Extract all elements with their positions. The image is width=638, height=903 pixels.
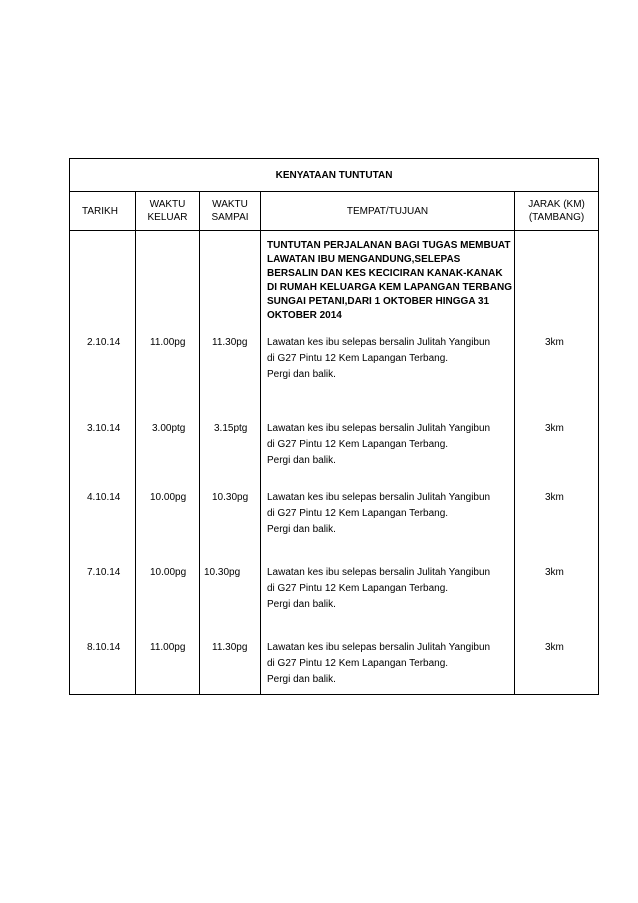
cell-jarak: 3km <box>545 337 564 348</box>
column-divider <box>199 230 200 694</box>
tujuan-line2: di G27 Pintu 12 Kem Lapangan Terbang. <box>267 508 449 519</box>
claim-intro: TUNTUTAN PERJALANAN BAGI TUGAS MEMBUAT LAWATAN IBU MENGANDUNG,SELEPAS BERSALIN DAN KES KECICIRAN KANAK-KANAK DI RUMAH KELUARGA KEM LAPANGAN TERBANG SUNGAI PETANI,DARI 1 OKTOBER HINGGA 31 OKTOBER 2014 <box>267 240 512 321</box>
header-jarak <box>515 192 599 231</box>
cell-waktu-keluar: 11.00pg <box>150 642 186 653</box>
header-waktu-sampai-line1: WAKTU <box>212 199 248 210</box>
claim-statement-sheet <box>69 158 598 694</box>
cell-tarikh: 4.10.14 <box>87 492 121 503</box>
cell-tarikh: 3.10.14 <box>87 423 121 434</box>
tujuan-line1: Lawatan kes ibu selepas bersalin Julitah Yangibun <box>267 492 491 503</box>
cell-waktu-keluar: 3.00ptg <box>152 423 186 434</box>
table-body <box>70 231 598 694</box>
cell-tempat-tujuan <box>267 640 517 688</box>
cell-tarikh: 8.10.14 <box>87 642 121 653</box>
tujuan-line1: Lawatan kes ibu selepas bersalin Julitah Yangibun <box>267 642 491 653</box>
tujuan-line1: Lawatan kes ibu selepas bersalin Julitah Yangibun <box>267 337 491 348</box>
claim-table <box>69 158 599 695</box>
tujuan-line3: Pergi dan balik. <box>267 674 336 685</box>
header-tarikh: TARIKH <box>70 192 136 231</box>
cell-tempat-tujuan <box>267 490 517 538</box>
header-waktu-sampai <box>200 192 261 231</box>
header-jarak-line2: (TAMBANG) <box>528 212 585 223</box>
cell-tarikh: 7.10.14 <box>87 567 121 578</box>
tujuan-line3: Pergi dan balik. <box>267 599 336 610</box>
cell-tempat-tujuan <box>267 335 517 383</box>
header-row <box>70 192 599 231</box>
tujuan-line3: Pergi dan balik. <box>267 455 336 466</box>
table-body-cell <box>70 231 599 695</box>
header-waktu-keluar <box>136 192 200 231</box>
tujuan-line2: di G27 Pintu 12 Kem Lapangan Terbang. <box>267 658 449 669</box>
table-title: KENYATAAN TUNTUTAN <box>70 159 599 192</box>
header-waktu-keluar-line1: WAKTU <box>149 199 186 210</box>
header-jarak-line1: JARAK (KM) <box>528 199 585 210</box>
cell-waktu-sampai: 3.15ptg <box>214 423 248 434</box>
cell-tempat-tujuan <box>267 565 517 613</box>
header-tempat-tujuan: TEMPAT/TUJUAN <box>261 192 515 231</box>
column-divider <box>260 230 261 694</box>
header-waktu-sampai-line2: SAMPAI <box>211 212 249 223</box>
cell-waktu-sampai: 10.30pg <box>212 492 249 503</box>
tujuan-line3: Pergi dan balik. <box>267 369 336 380</box>
cell-waktu-sampai: 11.30pg <box>212 642 248 653</box>
header-waktu-keluar-line2: KELUAR <box>147 212 188 223</box>
cell-jarak: 3km <box>545 567 564 578</box>
tujuan-line2: di G27 Pintu 12 Kem Lapangan Terbang. <box>267 353 449 364</box>
tujuan-line1: Lawatan kes ibu selepas bersalin Julitah Yangibun <box>267 423 491 434</box>
cell-waktu-sampai: 10.30pg <box>204 567 241 578</box>
cell-waktu-keluar: 10.00pg <box>150 492 187 503</box>
tujuan-line3: Pergi dan balik. <box>267 524 336 535</box>
cell-jarak: 3km <box>545 642 564 653</box>
tujuan-line2: di G27 Pintu 12 Kem Lapangan Terbang. <box>267 583 449 594</box>
body-row <box>70 231 599 695</box>
column-divider <box>135 230 136 694</box>
cell-tempat-tujuan <box>267 421 517 469</box>
cell-jarak: 3km <box>545 492 564 503</box>
cell-jarak: 3km <box>545 423 564 434</box>
cell-waktu-keluar: 11.00pg <box>150 337 186 348</box>
tujuan-line2: di G27 Pintu 12 Kem Lapangan Terbang. <box>267 439 449 450</box>
cell-tarikh: 2.10.14 <box>87 337 121 348</box>
cell-waktu-sampai: 11.30pg <box>212 337 248 348</box>
tujuan-line1: Lawatan kes ibu selepas bersalin Julitah Yangibun <box>267 567 491 578</box>
cell-waktu-keluar: 10.00pg <box>150 567 187 578</box>
column-divider <box>514 230 515 694</box>
